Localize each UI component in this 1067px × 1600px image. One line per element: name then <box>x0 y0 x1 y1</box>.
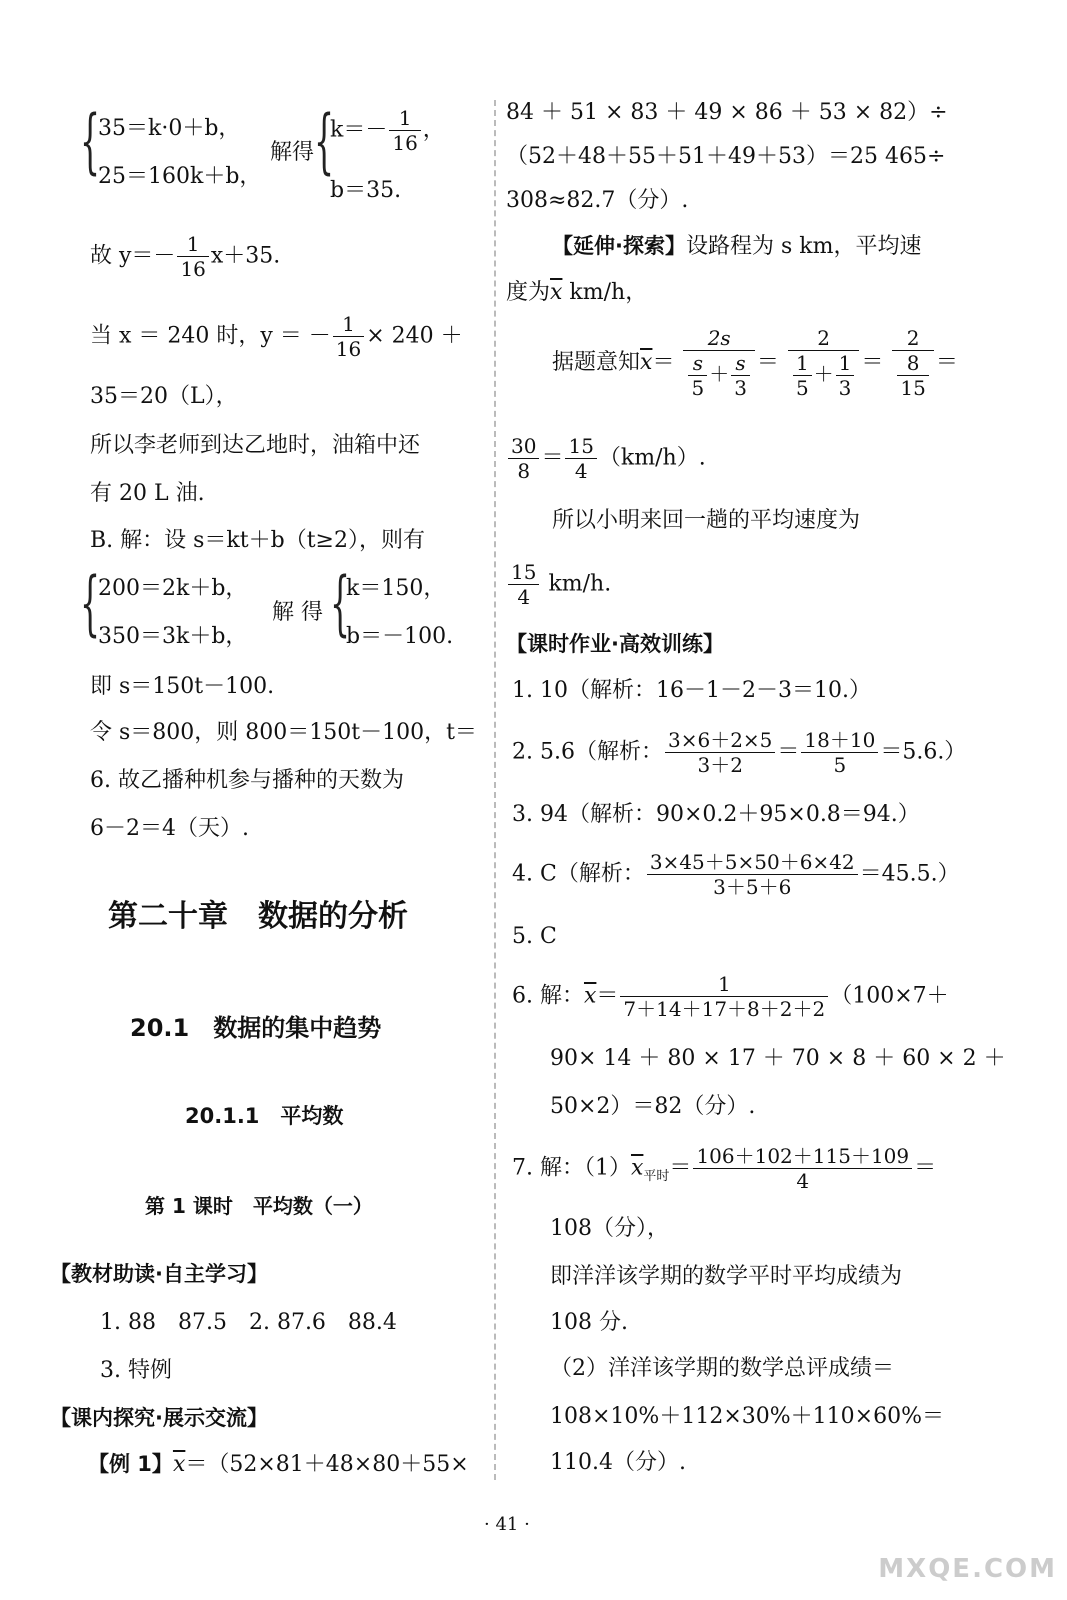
section-title: 20.1 数据的集中趋势 <box>130 1014 382 1042</box>
text-line: 108×10%＋112×30%＋110×60%＝ <box>550 1404 944 1429</box>
text-line: 90× 14 ＋ 80 × 17 ＋ 70 × 8 ＋ 60 × 2 ＋ <box>550 1046 1006 1071</box>
equation: 25＝160k＋b， <box>98 164 262 189</box>
section-heading: 【教材助读·自主学习】 <box>50 1262 268 1286</box>
text-line: 令 s＝800，则 800＝150t－100，t＝ <box>90 720 477 745</box>
text-line: 6. 故乙播种机参与播种的天数为 <box>90 768 404 793</box>
text-line: 108（分）， <box>550 1216 669 1241</box>
text-line: 110.4（分）. <box>550 1450 686 1475</box>
brace: { <box>80 562 101 644</box>
section-heading: 【课时作业·高效训练】 <box>506 632 724 656</box>
equation: 350＝3k＋b， <box>98 624 248 649</box>
answer-line: 1. 88 87.5 2. 87.6 88.4 <box>100 1310 397 1335</box>
answer-line: 5. C <box>512 924 557 949</box>
answer-line: 6. 解：$\overline{x}=$ $\frac{1}{7+14+17+8+2+2}$ （100×7＋ <box>512 972 949 1021</box>
equation: $\frac{30}{8}$ ＝ $\frac{15}{4}$ （km/h）. <box>506 434 706 483</box>
answer-line: 4. C（解析： $\frac{3\times 45+5\times 50+6\times 42}{3+5+6}$ ＝45.5.） <box>512 850 960 899</box>
answer-line: 3. 94（解析：90×0.2＋95×0.8＝94.） <box>512 802 920 827</box>
page-number: · 41 · <box>484 1514 530 1535</box>
text-line: B. 解：设 s＝kt＋b（t≥2），则有 <box>90 528 425 553</box>
equation: 据题意知$\overline{x}=$ 2s $\frac{s}{5}$ ＋ $\frac{s}{3}$ ＝ 2 $\frac{1}{5}$ ＋ $\frac{1}{3}$ ＝ $\frac{2}{\frac{8}{15}}$ ＝ <box>552 326 958 400</box>
chapter-title: 第二十章 数据的分析 <box>108 899 408 934</box>
text-line: 108 分. <box>550 1310 628 1335</box>
answer-line: 7. 解：$(1)\overline{x}_{平时}=$ $\frac{106+102+115+109}{4}$ ＝ <box>512 1144 937 1193</box>
section-heading: 【课内探究·展示交流】 <box>50 1406 268 1430</box>
text-line: 所以小明来回一趟的平均速度为 <box>552 508 861 533</box>
example-line: 【例 1】$\overline{x}=(52\times 81+48\times 80+55\times$ <box>88 1452 469 1477</box>
lesson-title: 第 1 课时 平均数（一） <box>145 1194 373 1218</box>
text-line: 35＝20（L）， <box>90 384 238 409</box>
watermark-logo: MXQE.COM <box>878 1554 1057 1584</box>
answer-line: 2. 5.6（解析： $\frac{3\times 6+2\times 5}{3+2}$ ＝ $\frac{18+10}{5}$ ＝5.6.） <box>512 728 967 777</box>
text-line: （2）洋洋该学期的数学总评成绩＝ <box>550 1356 894 1381</box>
subsection-title: 20.1.1 平均数 <box>185 1104 344 1128</box>
text-line: 故 y＝－ $\frac{1}{16}$ x＋35. <box>90 232 281 281</box>
text-line: 【延伸·探索】设路程为 s km，平均速 <box>552 234 922 259</box>
answer-line: 1. 10（解析：16－1－2－3＝10.） <box>512 678 871 703</box>
solve-label: 解 得 <box>272 600 323 625</box>
text-line: 即洋洋该学期的数学平时平均成绩为 <box>550 1264 903 1289</box>
brace: { <box>330 562 351 644</box>
text-line: 所以李老师到达乙地时，油箱中还 <box>90 433 421 458</box>
answer-line: 3. 特例 <box>100 1358 172 1383</box>
brace: { <box>80 100 101 182</box>
equation: k＝－ $\frac{1}{16}$ ， <box>330 106 445 155</box>
text-line: （52＋48＋55＋51＋49＋53）＝25 465÷ <box>506 144 946 169</box>
text-line: 即 s＝150t－100. <box>90 674 275 699</box>
text-line: 当 x ＝ 240 时，y ＝ － $\frac{1}{16}$ × 240 ＋ <box>90 312 463 361</box>
text-line: 6－2＝4（天）. <box>90 816 249 841</box>
equation: b＝35. <box>330 178 402 203</box>
brace: { <box>314 100 335 182</box>
text-line: 84 ＋ 51 × 83 ＋ 49 × 86 ＋ 53 × 82）÷ <box>506 100 948 125</box>
equation: 35＝k·0＋b， <box>98 116 241 141</box>
text-line: 度为$\overline{x}$ km/h， <box>506 280 648 305</box>
column-divider <box>494 100 496 1480</box>
equation: b＝－100. <box>346 624 454 649</box>
solve-label: 解得 <box>270 140 315 165</box>
text-line: 308≈82.7（分）. <box>506 188 689 213</box>
text-line: 有 20 L 油. <box>90 481 205 506</box>
equation: k＝150， <box>346 576 446 601</box>
text-line: $\frac{15}{4}$ km/h. <box>506 560 611 609</box>
text-line: 50×2）＝82（分）. <box>550 1094 756 1119</box>
equation: 200＝2k＋b， <box>98 576 248 601</box>
